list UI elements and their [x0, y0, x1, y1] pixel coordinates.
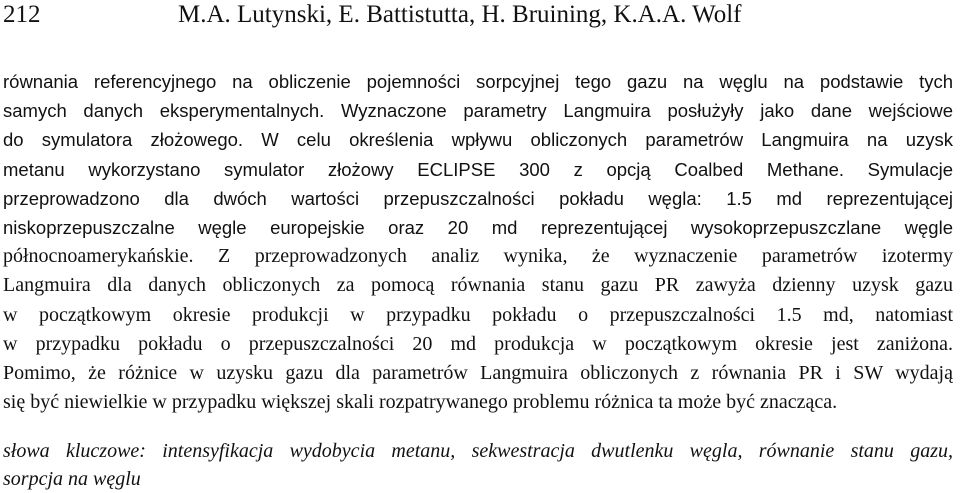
keywords-line: słowa kluczowe: intensyfikacja wydobycia metanu, sekwestracja dwutlenku węgla, równanie stanu gazu, [3, 440, 953, 462]
abstract-line: północnoamerykańskie. Z przeprowadzonych analiz wynika, że wyznaczenie parametrów izotermy [3, 245, 953, 268]
abstract-line: się być niewielkie w przypadku większej skali rozpatrywanego problemu różnica ta może być znacząca. [3, 391, 838, 414]
keywords-line: sorpcja na węglu [3, 468, 141, 490]
running-header-authors: M.A. Lutynski, E. Battistutta, H. Bruining, K.A.A. Wolf [178, 1, 742, 28]
abstract-line: niskoprzepuszczalne węgle europejskie oraz 20 md reprezentującej wysokoprzepuszczlane węgle [3, 216, 953, 238]
abstract-line: Langmuira dla danych obliczonych za pomocą równania stanu gazu PR zawyża dzienny uzysk gazu [3, 274, 953, 297]
abstract-line: równania referencyjnego na obliczenie pojemności sorpcyjnej tego gazu na węglu na podstawie tych [3, 71, 953, 92]
abstract-line: w początkowym okresie produkcji w przypadku pokładu o przepuszczalności 1.5 md, natomiast [3, 303, 953, 326]
abstract-line: w przypadku pokładu o przepuszczalności 20 md produkcja w początkowym okresie jest zaniżona. [3, 332, 953, 355]
abstract-line: metanu wykorzystano symulator złożowy ECLIPSE 300 z opcją Coalbed Methane. Symulacje [3, 158, 953, 180]
abstract-line: Pomimo, że różnice w uzysku gazu dla parametrów Langmuira obliczonych z równania PR i SW wydają [3, 361, 953, 384]
abstract-line: samych danych eksperymentalnych. Wyznaczone parametry Langmuira posłużyły jako dane wejściowe [3, 100, 953, 122]
abstract-line: do symulatora złożowego. W celu określenia wpływu obliczonych parametrów Langmuira na uzysk [3, 129, 953, 151]
abstract-text [3, 67, 953, 417]
page-header [3, 0, 953, 30]
page-number: 212 [3, 1, 41, 28]
abstract-line: przeprowadzono dla dwóch wartości przepuszczalności pokładu węgla: 1.5 md reprezentującej [3, 187, 953, 209]
keywords [3, 437, 953, 493]
